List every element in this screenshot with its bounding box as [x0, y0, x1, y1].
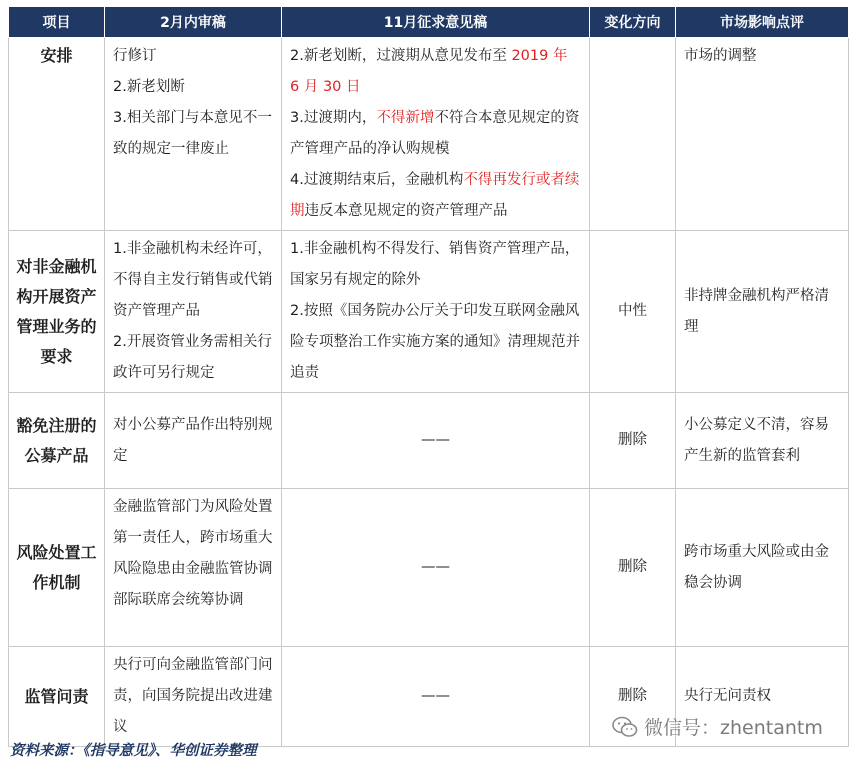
row-comment: 非持牌金融机构严格清理	[676, 231, 849, 393]
feb-line: 2.新老划断	[113, 79, 185, 95]
row-feb-cell	[105, 489, 282, 647]
header-feb-draft: 2月内审稿	[105, 7, 282, 38]
nov-line: 3.过渡期内，不得新增不符合本意见规定的资产管理产品的净认购规模	[290, 110, 580, 157]
table-row	[9, 393, 849, 489]
row-feb-cell	[105, 231, 282, 393]
header-change: 变化方向	[590, 7, 676, 38]
row-nov-cell: ——	[282, 489, 590, 647]
row-nov-cell	[282, 231, 590, 393]
feb-line: 央行可向金融监管部门问责，向国务院提出改进建议	[113, 657, 273, 735]
row-nov-cell: ——	[282, 647, 590, 747]
row-item: 安排	[9, 38, 105, 231]
header-item: 项目	[9, 7, 105, 38]
nov-line: 2.新老划断，过渡期从意见发布至 2019 年 6 月 30 日	[290, 48, 568, 95]
feb-line: 金融监管部门为风险处置第一责任人，跨市场重大风险隐患由金融监管协调部际联席会统筹协调	[113, 499, 273, 608]
row-comment: 小公募定义不清，容易产生新的监管套利	[676, 393, 849, 489]
wechat-watermark	[612, 713, 823, 740]
feb-line: 1.非金融机构未经许可，不得自主发行销售或代销资产管理产品	[113, 241, 273, 319]
table-row	[9, 38, 849, 231]
row-nov-cell: ——	[282, 393, 590, 489]
highlight-text: 不得新增	[376, 110, 435, 126]
row-comment: 市场的调整	[676, 38, 849, 231]
highlight-text: 不得再发行或者续期	[290, 172, 580, 219]
header-nov-draft: 11月征求意见稿	[282, 7, 590, 38]
row-feb-cell	[105, 393, 282, 489]
table-header-row	[9, 7, 849, 38]
row-item: 对非金融机构开展资产管理业务的要求	[9, 231, 105, 393]
nov-line: 2.按照《国务院办公厅关于印发互联网金融风险专项整治工作实施方案的通知》清理规范并追责	[290, 303, 580, 381]
comparison-table	[8, 6, 849, 747]
row-item: 豁免注册的公募产品	[9, 393, 105, 489]
nov-line: 1.非金融机构不得发行、销售资产管理产品，国家另有规定的除外	[290, 241, 580, 288]
table-row	[9, 231, 849, 393]
row-item: 监管问责	[9, 647, 105, 747]
row-feb-cell	[105, 647, 282, 747]
row-change: 删除	[590, 647, 676, 747]
table-row	[9, 489, 849, 647]
row-change: 删除	[590, 393, 676, 489]
watermark-text: 微信号：zhentantm	[644, 717, 823, 739]
feb-line: 对小公募产品作出特别规定	[113, 416, 273, 464]
row-feb-cell	[105, 38, 282, 231]
row-comment: 跨市场重大风险或由金稳会协调	[676, 489, 849, 647]
header-comment: 市场影响点评	[676, 7, 849, 38]
highlight-text: 2019 年 6 月 30 日	[290, 48, 568, 95]
nov-line: 4.过渡期结束后，金融机构不得再发行或者续期违反本意见规定的资产管理产品	[290, 172, 580, 219]
feb-line: 3.相关部门与本意见不一致的规定一律废止	[113, 110, 272, 157]
wechat-icon	[612, 716, 638, 738]
row-change: 删除	[590, 489, 676, 647]
row-nov-cell	[282, 38, 590, 231]
row-item: 风险处置工作机制	[9, 489, 105, 647]
source-note: 资料来源：《指导意见》、华创证券整理	[10, 743, 257, 759]
row-comment: 央行无问责权	[676, 647, 849, 747]
row-change: 中性	[590, 231, 676, 393]
feb-line: 行修订	[113, 48, 157, 64]
row-change	[590, 38, 676, 231]
feb-line: 2.开展资管业务需相关行政许可另行规定	[113, 334, 272, 381]
